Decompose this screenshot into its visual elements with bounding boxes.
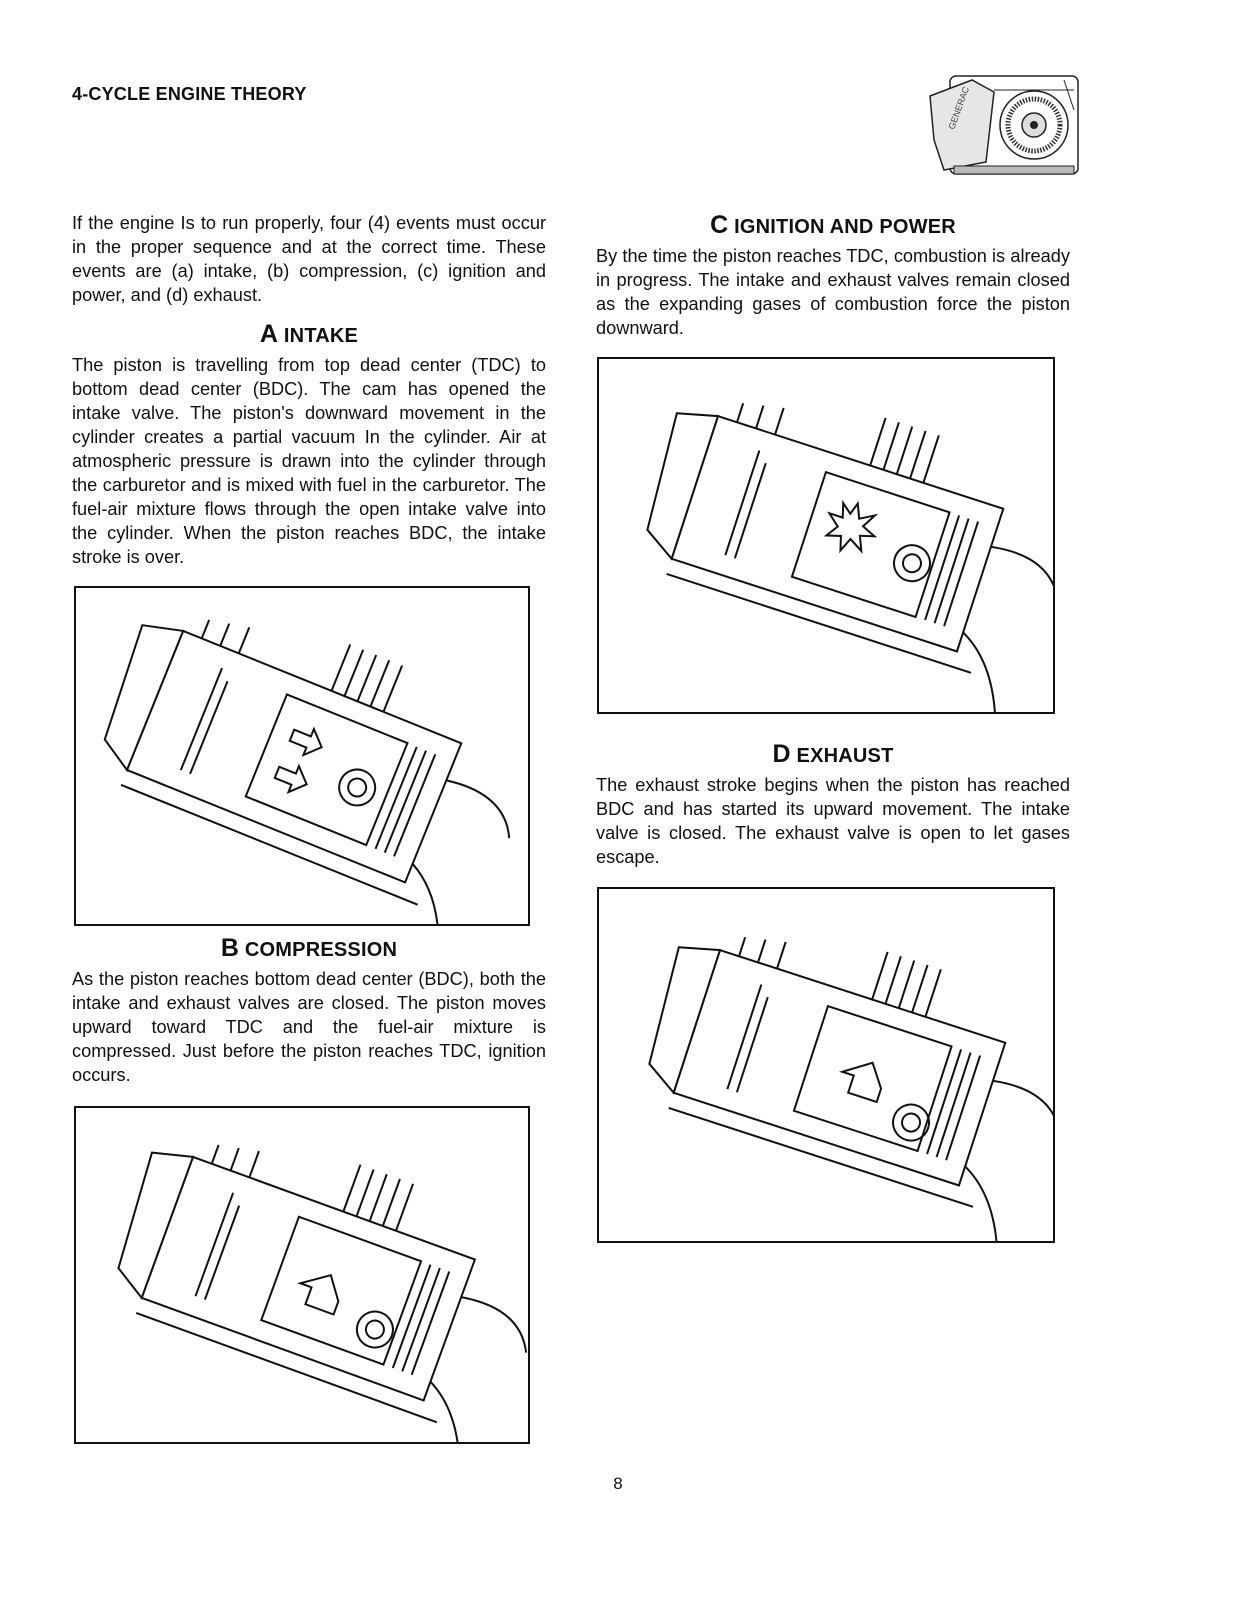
exhaust-figure <box>597 887 1055 1243</box>
section-compression <box>72 934 546 1087</box>
ignition-figure <box>597 357 1055 714</box>
compression-figure <box>74 1106 530 1444</box>
exhaust-engine-diagram <box>599 889 1053 1241</box>
section-exhaust-heading: D EXHAUST <box>772 740 894 768</box>
intro-paragraph: If the engine Is to run properly, four (4) events must occur in the proper sequence and at the correct time. These events are (a) intake, (b) compression, (c) ignition and power, and (d) exhaust. <box>72 213 546 305</box>
section-exhaust <box>596 740 1070 869</box>
intake-engine-diagram <box>76 588 528 924</box>
section-exhaust-text: The exhaust stroke begins when the piston has reached BDC and has started its upward movement. The intake valve is closed. The exhaust valve is open to let gases escape. <box>596 775 1070 867</box>
section-compression-text: As the piston reaches bottom dead center (BDC), both the intake and exhaust valves are closed. The piston moves upward toward TDC and the fuel-air mixture is compressed. Just before the piston reaches TDC, ignition occurs. <box>72 969 546 1085</box>
compression-engine-diagram <box>76 1108 528 1442</box>
page-number: 8 <box>613 1474 623 1493</box>
page-title: 4-CYCLE ENGINE THEORY <box>72 84 307 104</box>
intake-figure <box>74 586 530 926</box>
intro-paragraph-block <box>72 211 546 307</box>
section-ignition-heading: C IGNITION AND POWER <box>710 211 956 239</box>
logo-brand-text: GENERAC <box>946 85 972 131</box>
section-intake-text: The piston is travelling from top dead center (TDC) to bottom dead center (BDC). The cam has opened the intake valve. The piston's downward movement in the cylinder creates a partial vacuum In the cylinder. Air at atmospheric pressure is drawn into the cylinder through the carburetor and is mixed with fuel in the carburetor. The fuel-air mixture flows through the open intake valve into the cylinder. When the piston reaches BDC, the intake stroke is over. <box>72 355 546 567</box>
section-intake-heading: A INTAKE <box>259 320 359 348</box>
section-ignition <box>596 211 1070 340</box>
section-compression-heading: B COMPRESSION <box>220 934 398 962</box>
ignition-engine-diagram <box>599 359 1053 712</box>
section-intake <box>72 320 546 569</box>
section-ignition-text: By the time the piston reaches TDC, combustion is already in progress. The intake and exhaust valves remain closed as the expanding gases of combustion force the piston downward. <box>596 246 1070 338</box>
engine-logo-icon <box>924 70 1084 182</box>
